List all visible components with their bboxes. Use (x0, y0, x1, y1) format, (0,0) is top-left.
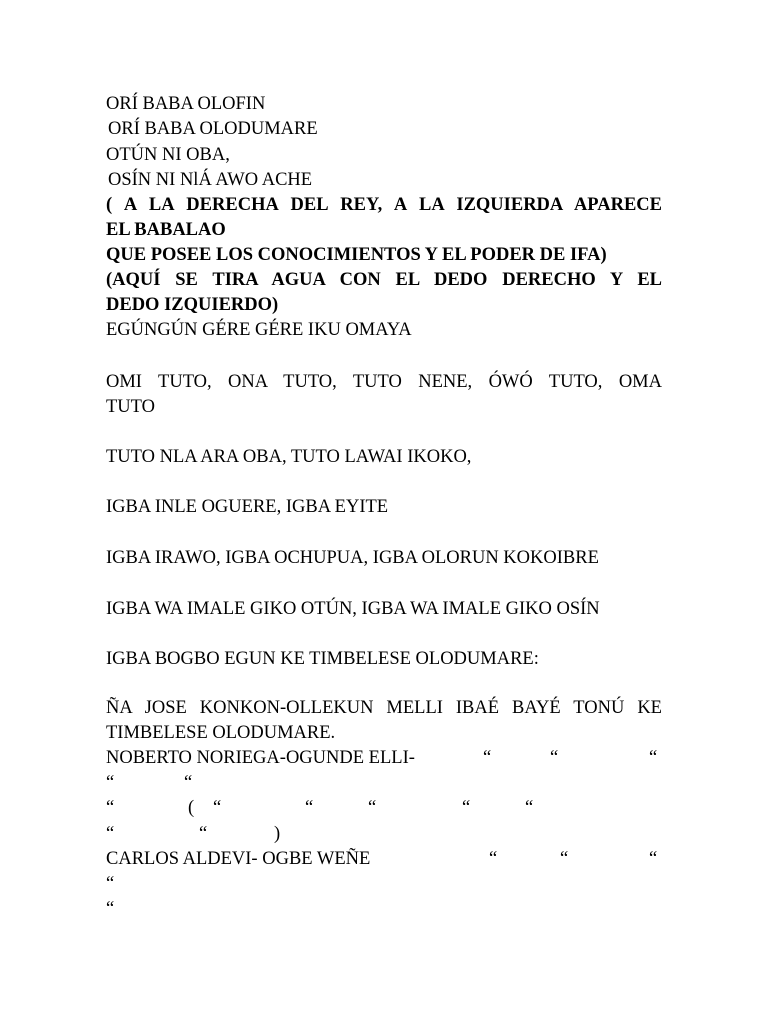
ditto-mark: “ (525, 798, 534, 818)
ditto-mark: “ (368, 798, 377, 818)
ditto-mark: “ (649, 849, 658, 869)
text-line: EGÚNGÚN GÉRE GÉRE IKU OMAYA (106, 320, 412, 340)
text-line: NOBERTO NORIEGA-OGUNDE ELLI- (106, 748, 415, 768)
ditto-mark: “ (106, 824, 115, 844)
text-line: ÑA JOSE KONKON-OLLEKUN MELLI IBAÉ BAYÉ TONÚ KE (106, 698, 662, 718)
ditto-mark: “ (305, 798, 314, 818)
text-line: TUTO NLA ARA OBA, TUTO LAWAI IKOKO, (106, 447, 472, 467)
text-line: OTÚN NI OBA, (106, 145, 230, 165)
ditto-mark: “ (106, 798, 115, 818)
text-line: ORÍ BABA OLODUMARE (108, 119, 318, 139)
bold-text-line: DEDO IZQUIERDO) (106, 295, 279, 315)
text-line: CARLOS ALDEVI- OGBE WEÑE (106, 849, 371, 869)
ditto-mark: “ (649, 748, 658, 768)
ditto-mark: “ (213, 798, 222, 818)
ditto-mark: “ (106, 874, 115, 894)
ditto-mark: “ (184, 773, 193, 793)
text-line: OSÍN NI NlÁ AWO ACHE (108, 170, 313, 190)
text-line: TIMBELESE OLODUMARE. (106, 723, 336, 743)
bold-text-line: ( A LA DERECHA DEL REY, A LA IZQUIERDA APARECE (106, 195, 662, 215)
ditto-mark: “ (106, 899, 115, 919)
text-line: OMI TUTO, ONA TUTO, TUTO NENE, ÓWÓ TUTO, OMA (106, 372, 662, 392)
text-line: ORÍ BABA OLOFIN (106, 94, 266, 114)
ditto-mark: “ (560, 849, 569, 869)
ditto-mark: “ (462, 798, 471, 818)
ditto-mark: “ (199, 824, 208, 844)
ditto-mark: “ (106, 773, 115, 793)
bold-text-line: EL BABALAO (106, 220, 226, 240)
ditto-mark: “ (489, 849, 498, 869)
bold-text-line: (AQUÍ SE TIRA AGUA CON EL DEDO DERECHO Y EL (106, 270, 662, 290)
close-parenthesis: ) (274, 824, 281, 844)
text-line: IGBA INLE OGUERE, IGBA EYITE (106, 497, 389, 517)
open-parenthesis: ( (188, 798, 195, 818)
ditto-mark: “ (550, 748, 559, 768)
ditto-mark: “ (483, 748, 492, 768)
text-line: IGBA BOGBO EGUN KE TIMBELESE OLODUMARE: (106, 649, 539, 669)
bold-text-line: QUE POSEE LOS CONOCIMIENTOS Y EL PODER DE IFA) (106, 245, 607, 265)
text-line: TUTO (106, 397, 155, 417)
text-line: IGBA IRAWO, IGBA OCHUPUA, IGBA OLORUN KOKOIBRE (106, 548, 599, 568)
text-line: IGBA WA IMALE GIKO OTÚN, IGBA WA IMALE GIKO OSÍN (106, 599, 600, 619)
